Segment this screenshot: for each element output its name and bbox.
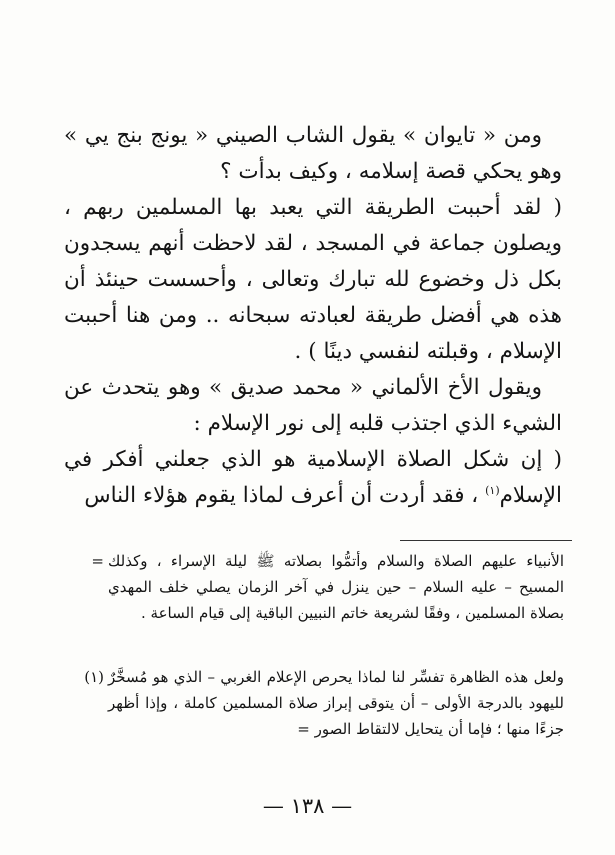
footnote-divider xyxy=(400,540,572,541)
paragraph: ويقول الأخ الألماني « محمد صديق » وهو يتحدث عن الشيء الذي اجتذب قلبه إلى نور الإسلام : xyxy=(64,375,562,436)
paragraph: ومن « تايوان » يقول الشاب الصيني « يونج بنج يي » وهو يحكي قصة إسلامه ، وكيف بدأت ؟ xyxy=(64,123,562,184)
paragraph xyxy=(64,442,562,514)
paragraph: ( لقد أحببت الطريقة التي يعبد بها المسلمين ربهم ، ويصلون جماعة في المسجد ، لقد لاحظت أنهم يسجدون بكل ذل وخضوع لله تبارك وتعالى ، وأحسست حينئذ أن هذه هي أفضل طريقة لعبادته سبحانه .. ومن هنا أحببت الإسلام ، وقبلته لنفسي دينًا ) . xyxy=(64,195,562,364)
paragraph-text: ( إن شكل الصلاة الإسلامية هو الذي جعلني أفكر في الإسلام xyxy=(64,447,562,508)
footnote-continued xyxy=(64,548,564,626)
footnote-reference[interactable]: (١) xyxy=(485,483,500,497)
footnote-text: ولعل هذه الظاهرة تفسِّر لنا لماذا يحرص الإعلام الغربي – الذي هو مُسخَّرٌ لليهود بالدرجة الأولى – أن يتوقى إبراز صلاة المسلمين كاملة ، وإذا أظهر جزءًا منها ؛ فإما أن يتحايل لالتقاط الصور = xyxy=(108,668,564,738)
footnote-mark: (١) xyxy=(84,668,104,686)
footnote-mark: = xyxy=(91,552,104,570)
main-text xyxy=(64,118,562,514)
footnote-text: الأنبياء عليهم الصلاة والسلام وأتمُّوا بصلاته ﷺ ليلة الإسراء ، وكذلك المسيح – عليه السلام – حين ينزل في آخر الزمان يصلي خلف المهدي بصلاة المسلمين ، وفقًا لشريعة خاتم النبيين الباقية إلى قيام الساعة . xyxy=(108,552,564,622)
footnote-1 xyxy=(64,664,564,742)
page-number: — ١٣٨ — xyxy=(262,794,353,818)
paragraph-text: ، فقد أردت أن أعرف لماذا يقوم هؤلاء الناس xyxy=(84,483,486,508)
